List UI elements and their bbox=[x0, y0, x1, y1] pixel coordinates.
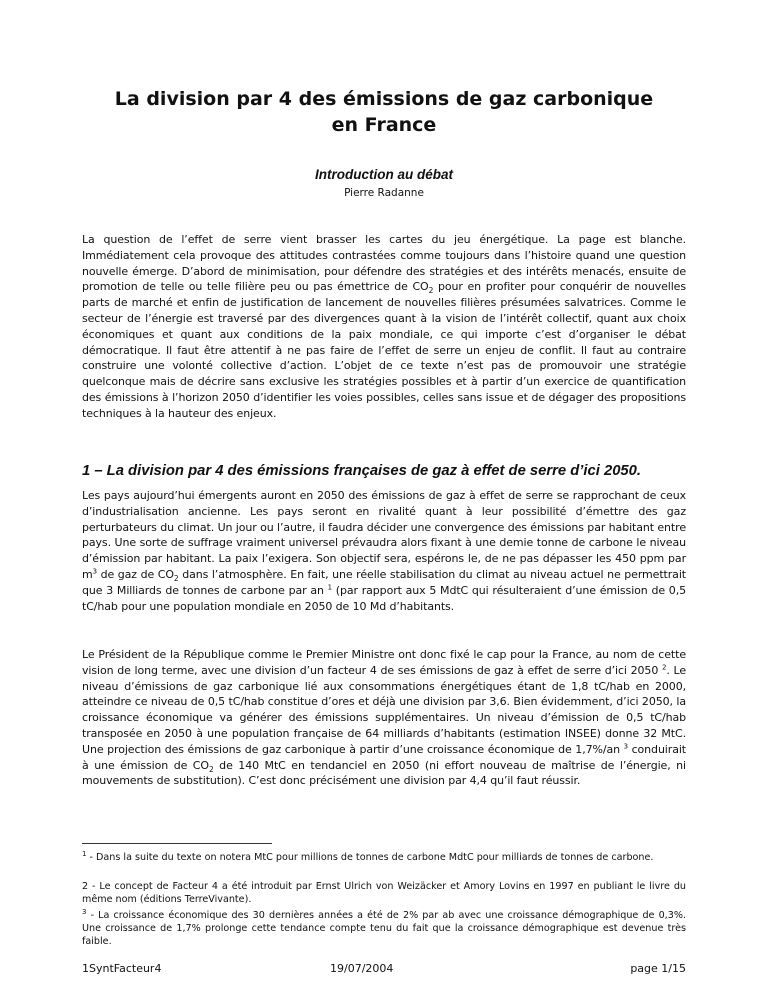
footnote-marker: 1 bbox=[82, 849, 87, 858]
p2-text-c: conduirait à une émission de CO bbox=[82, 742, 687, 772]
intro-text-rest: pour en profiter pour conquérir de nouvelles parts de marché et enfin de justification de lancement de nouvelles filières présumées salvatrices. Comme le secteur de l’énergie est traversé par des divergences quant à la vision de l’intérêt collectif, quant aux choix économiques et quant aux conditions de la paix mondiale, ce qui importe c’est d’organiser le débat démocratique. Il faut être attentif à ne pas faire de l’effet de serre un enjeu de conflit. Il faut au contraire construire une volonté collective d’action. L’objet de ce texte n’est pas de promouvoir une stratégie quelconque mais de décrire sans exclusive les stratégies possibles et à partir d’un exercice de quantification des émissions à l’horizon 2050 d’identifier les voies possibles, celles sans issue et de dégager des propositions techniques à la hauteur des enjeux. bbox=[82, 280, 686, 420]
footnote-divider bbox=[82, 843, 272, 844]
p1-text-c: dans l’atmosphère. En fait, une réelle stabilisation du climat au niveau actuel ne permettrait que 3 Milliards de tonnes de carbone par an bbox=[82, 567, 686, 597]
footnote-text: - Dans la suite du texte on notera MtC pour millions de tonnes de carbone MdtC pour milliards de tonnes de carbone. bbox=[86, 852, 654, 863]
p1-text-b: de gaz de CO bbox=[96, 567, 174, 581]
co2-subscript: 2 bbox=[428, 286, 434, 296]
document-title: La division par 4 des émissions de gaz carbonique en France bbox=[114, 88, 654, 136]
footnote-ref-3[interactable]: 3 bbox=[623, 742, 628, 751]
footer-page-number: page 1/15 bbox=[630, 962, 686, 975]
footnote-2 bbox=[82, 880, 686, 906]
footnote-marker: 2 bbox=[82, 881, 89, 892]
footer-filename: 1SyntFacteur4 bbox=[82, 962, 162, 975]
p2-text-d: de 140 MtC en tendanciel en 2050 (ni effort nouveau de maîtrise de l’énergie, ni mouvements de substitution). C’est donc précisément une division par 4,4 qu’il faut réussir. bbox=[82, 758, 686, 788]
p1-text-d: (par rapport aux 5 MdtC qui résulteraient d’une émission de 0,5 tC/hab pour une population mondiale en 2050 de 10 Md d’habitants. bbox=[82, 583, 686, 613]
footnote-marker: 3 bbox=[82, 907, 87, 916]
footer-date: 19/07/2004 bbox=[330, 962, 394, 975]
footnote-3 bbox=[82, 909, 686, 948]
co2-subscript: 2 bbox=[173, 574, 179, 584]
p2-text-a: Le Président de la République comme le Premier Ministre ont donc fixé le cap pour la France, au nom de cette vision de long terme, avec une division d’un facteur 4 de ses émissions de gaz à effet de serre d’ici 2050 bbox=[82, 648, 686, 677]
footnote-ref-1[interactable]: 1 bbox=[327, 583, 332, 592]
footnote-text: - La croissance économique des 30 dernières années a été de 2% par ab avec une croissance démographique de 0,3%. Une croissance de 1,7% prolonge cette tendance compte tenu du fait que la croissance démographique est devenue très faible. bbox=[82, 910, 686, 947]
document-subtitle: Introduction au débat bbox=[315, 167, 453, 182]
document-author: Pierre Radanne bbox=[344, 187, 424, 199]
section-heading: 1 – La division par 4 des émissions françaises de gaz à effet de serre d’ici 2050. bbox=[82, 463, 641, 479]
p1-text-a: Les pays aujourd’hui émergents auront en 2050 des émissions de gaz à effet de serre se rapprochant de ceux d’industrialisation ancienne. Les pays seront en rivalité quant à leur possibilité d’émettre des gaz perturbateurs du climat. Un jour ou l’autre, il faudra décider une convergence des émissions par habitant entre pays. Une sorte de suffrage vraiment universel prévaudra alors fixant à une demie tonne de carbone le niveau d’émission par habitant. La paix l’exigera. Son objectif sera, espérons le, de ne pas dépasser les 450 ppm par m bbox=[82, 489, 686, 581]
m3-superscript: 3 bbox=[92, 567, 97, 576]
footnote-ref-2[interactable]: 2 bbox=[662, 663, 667, 672]
footnote-text: - Le concept de Facteur 4 a été introduit par Ernst Ulrich von Weizäcker et Amory Lovins en 1997 en publiant le livre du même nom (éditions TerreVivante). bbox=[82, 881, 686, 905]
intro-paragraph bbox=[82, 232, 686, 422]
co2-subscript: 2 bbox=[208, 764, 214, 774]
intro-text: La question de l’effet de serre vient brasser les cartes du jeu énergétique. La page est blanche. Immédiatement cela provoque des attitudes contrastées comme toujours dans l’histoire quand une question nouvelle émerge. D’abord de minimisation, pour défendre des stratégies et des intérêts menacés, ensuite de promotion de telle ou telle filière peu ou pas émettrice de CO bbox=[82, 233, 686, 294]
footnote-1 bbox=[82, 851, 686, 864]
page-footer bbox=[82, 962, 686, 978]
p2-text-b: . Le niveau d’émissions de gaz carbonique lié aux consommations énergétiques étant de 1,8 tC/hab en 2000, atteindre ce niveau de 0,5 tC/hab constitue d’ores et déjà une division par 3,6. Bien évidemment, d’ici 2050, la croissance économique va générer des émissions supplémentaires. Un niveau d’émission de 0,5 tC/hab transposée en 2050 à une population française de 64 milliards d’habitants (estimation INSEE) donne 32 MtC. Une projection des émissions de gaz carbonique à partir d’une croissance économique de 1,7%/an bbox=[82, 663, 687, 756]
section-paragraph-2 bbox=[82, 647, 686, 789]
section-paragraph-1 bbox=[82, 488, 686, 614]
